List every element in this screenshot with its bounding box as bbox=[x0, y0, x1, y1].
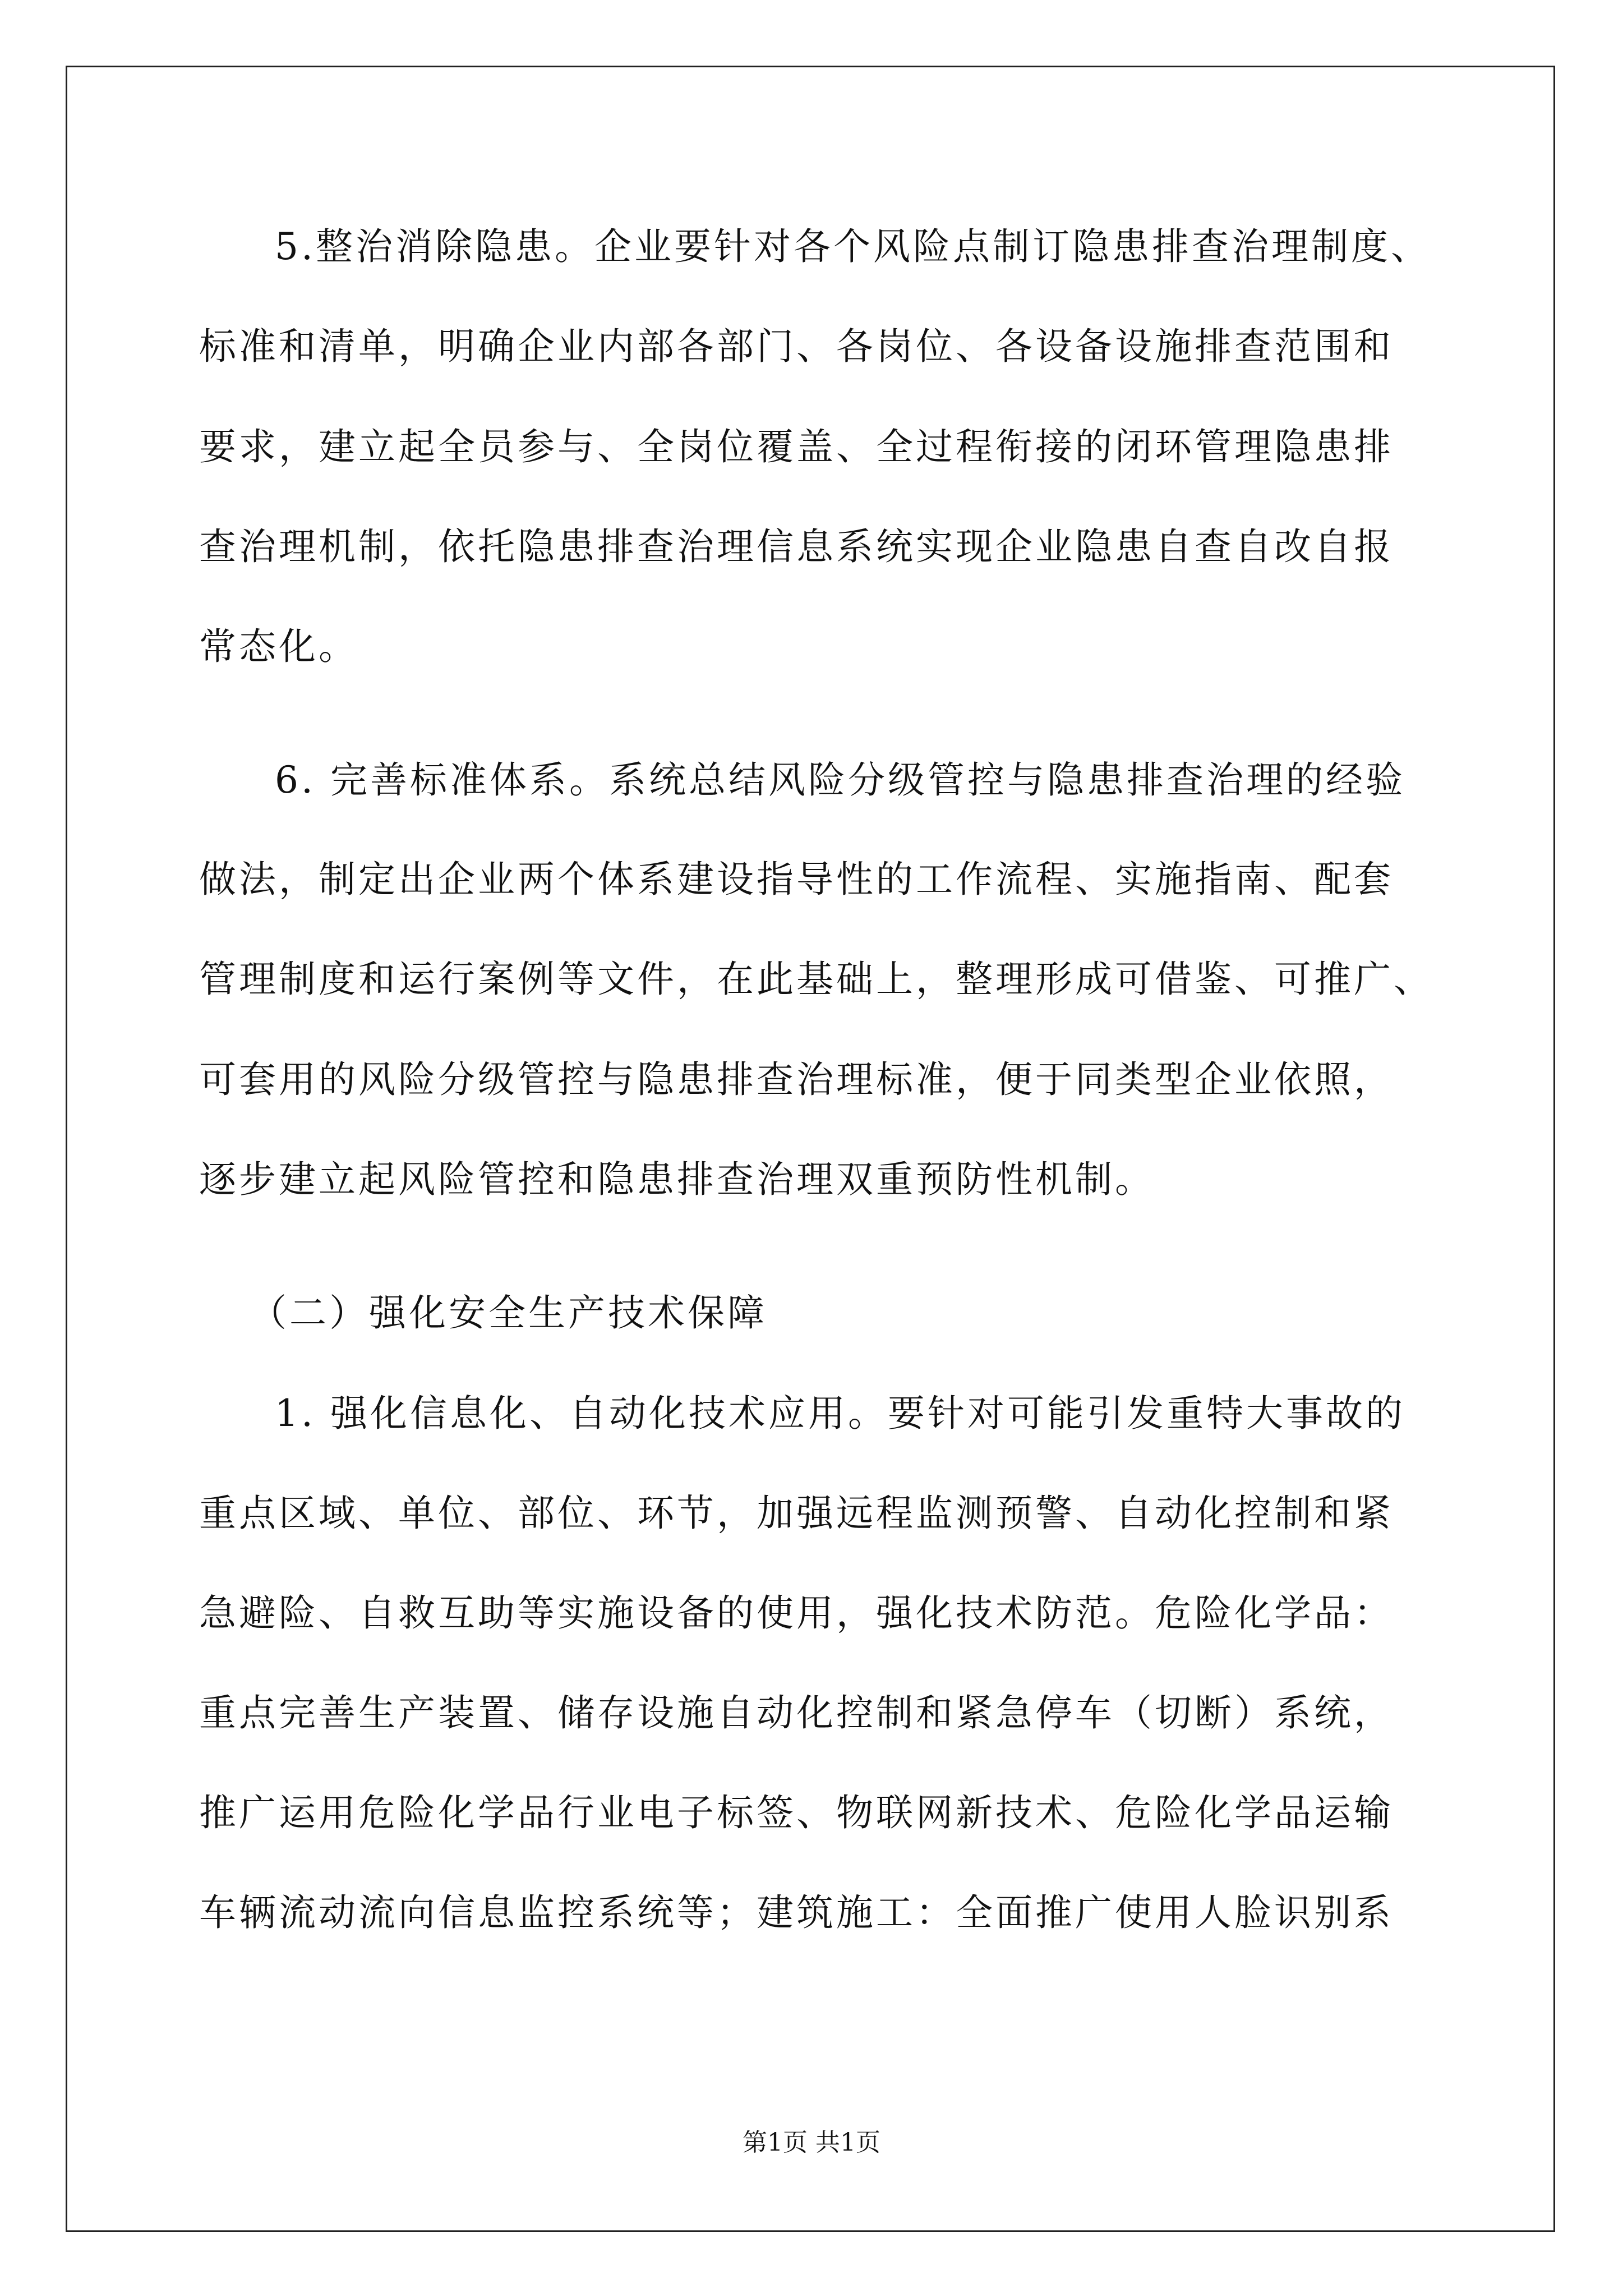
section-heading: （二）强化安全生产技术保障 bbox=[250, 1291, 767, 1335]
text-line: 要求，建立起全员参与、全岗位覆盖、全过程衔接的闭环管理隐患排 bbox=[199, 425, 1394, 468]
text-line: 1. 强化信息化、自动化技术应用。要针对可能引发重特大事故的 bbox=[275, 1392, 1405, 1435]
text-line: 5.整治消除隐患。企业要针对各个风险点制订隐患排查治理制度、 bbox=[275, 225, 1431, 268]
text-line: 管理制度和运行案例等文件，在此基础上，整理形成可借鉴、可推广、 bbox=[199, 958, 1433, 1001]
text-line: 标准和清单，明确企业内部各部门、各岗位、各设备设施排查范围和 bbox=[199, 325, 1394, 368]
page-footer: 第1页 共1页 bbox=[743, 2128, 880, 2157]
text-line: 重点区域、单位、部位、环节，加强远程监测预警、自动化控制和紧 bbox=[199, 1492, 1394, 1535]
text-line: 查治理机制，依托隐患排查治理信息系统实现企业隐患自查自改自报 bbox=[199, 525, 1394, 568]
text-line: 常态化。 bbox=[199, 625, 358, 668]
text-line: 急避险、自救互助等实施设备的使用，强化技术防范。危险化学品： bbox=[199, 1591, 1394, 1635]
text-line: 6. 完善标准体系。系统总结风险分级管控与隐患排查治理的经验 bbox=[275, 758, 1405, 802]
text-line: 车辆流动流向信息监控系统等；建筑施工：全面推广使用人脸识别系 bbox=[199, 1891, 1394, 1934]
text-line: 可套用的风险分级管控与隐患排查治理标准，便于同类型企业依照， bbox=[199, 1058, 1394, 1101]
text-line: 推广运用危险化学品行业电子标签、物联网新技术、危险化学品运输 bbox=[199, 1791, 1394, 1834]
text-line: 重点完善生产装置、储存设施自动化控制和紧急停车（切断）系统， bbox=[199, 1691, 1394, 1734]
text-line: 逐步建立起风险管控和隐患排查治理双重预防性机制。 bbox=[199, 1158, 1155, 1201]
text-line: 做法，制定出企业两个体系建设指导性的工作流程、实施指南、配套 bbox=[199, 858, 1394, 901]
